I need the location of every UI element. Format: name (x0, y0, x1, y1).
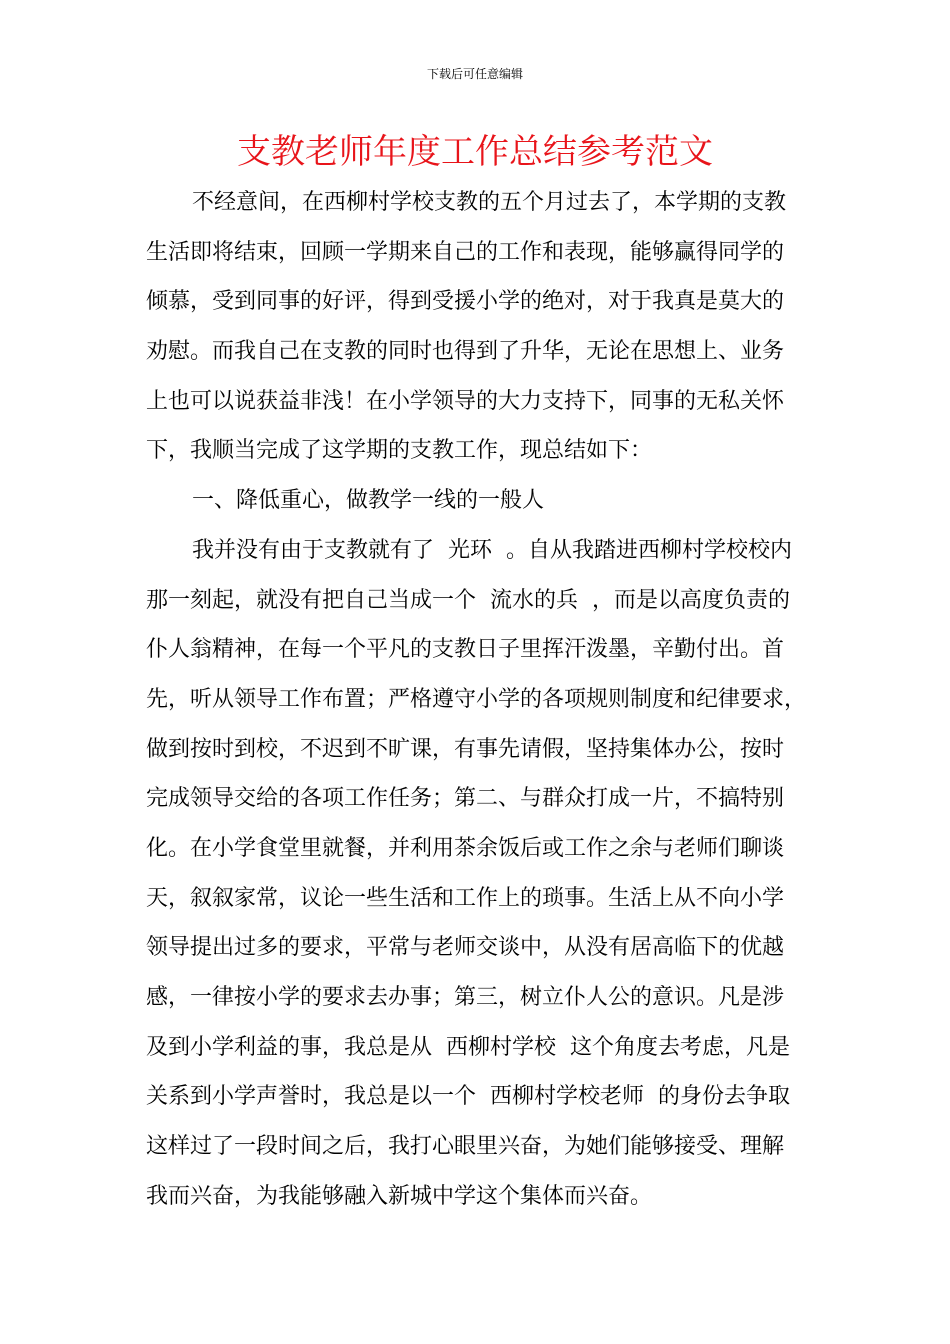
paragraph-line: 完成领导交给的各项工作任务；第二、与群众打成一片，不搞特别 (146, 786, 785, 812)
paragraph-line: 那一刻起，就没有把自己当成一个 流水的兵 ，而是以高度负责的 (146, 587, 790, 613)
paragraph-line: 我而兴奋，为我能够融入新城中学这个集体而兴奋。 (146, 1183, 653, 1209)
paragraph-line: 倾慕，受到同事的好评，得到受援小学的绝对，对于我真是莫大的 (146, 289, 785, 315)
section-heading: 一、降低重心，做教学一线的一般人 (192, 488, 545, 514)
paragraph-line: 化。在小学食堂里就餐，并利用茶余饭后或工作之余与老师们聊谈 (146, 835, 785, 861)
paragraph-line: 及到小学利益的事，我总是从 西柳村学校 这个角度去考虑，凡是 (146, 1034, 790, 1060)
paragraph-line: 天，叙叙家常，议论一些生活和工作上的琐事。生活上从不向小学 (146, 885, 785, 911)
paragraph-line: 这样过了一段时间之后，我打心眼里兴奋，为她们能够接受、理解 (146, 1134, 785, 1160)
paragraph-line: 下，我顺当完成了这学期的支教工作，现总结如下： (146, 438, 653, 464)
paragraph-line: 上也可以说获益非浅！在小学领导的大力支持下，同事的无私关怀 (146, 388, 785, 414)
paragraph-line: 做到按时到校，不迟到不旷课，有事先请假，坚持集体办公，按时 (146, 736, 785, 762)
document-body (146, 178, 826, 1221)
paragraph-line: 不经意间，在西柳村学校支教的五个月过去了，本学期的支教 (192, 190, 787, 215)
paragraph-line: 我并没有由于支教就有了 光环 。自从我踏进西柳村学校校内 (192, 537, 792, 563)
paragraph-line: 先，听从领导工作布置；严格遵守小学的各项规则制度和纪律要求， (146, 686, 807, 712)
document-title: 支教老师年度工作总结参考范文 (237, 132, 713, 172)
paragraph-line: 关系到小学声誉时，我总是以一个 西柳村学校老师 的身份去争取 (146, 1084, 790, 1110)
paragraph-line: 生活即将结束，回顾一学期来自己的工作和表现，能够赢得同学的 (146, 239, 785, 265)
paragraph-line: 劝慰。而我自己在支教的同时也得到了升华，无论在思想上、业务 (146, 339, 785, 365)
paragraph-line: 领导提出过多的要求，平常与老师交谈中，从没有居高临下的优越 (146, 935, 785, 961)
header-note: 下载后可任意编辑 (426, 67, 523, 81)
paragraph-line: 感，一律按小学的要求去办事；第三，树立仆人公的意识。凡是涉 (146, 985, 785, 1010)
paragraph-line: 仆人翁精神，在每一个平凡的支教日子里挥汗泼墨，辛勤付出。首 (146, 637, 785, 663)
